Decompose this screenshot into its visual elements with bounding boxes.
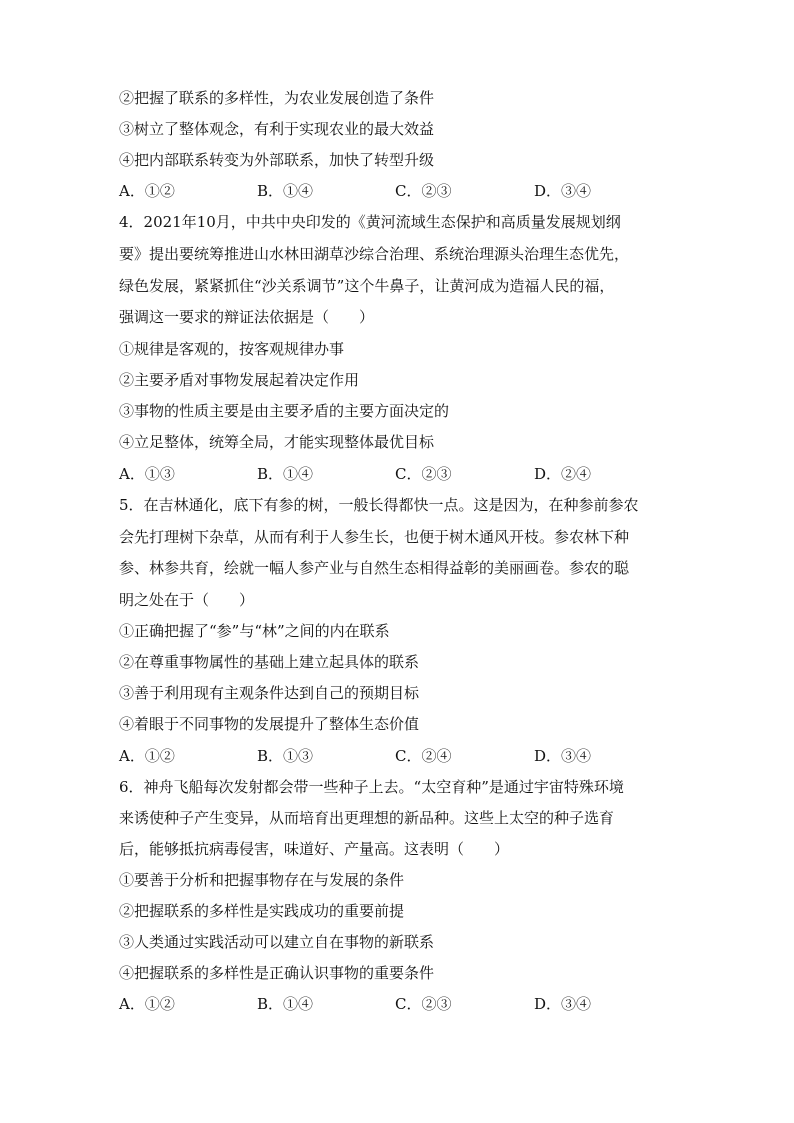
q6-item-3: ③人类通过实践活动可以建立自在事物的新联系 xyxy=(119,933,435,951)
q4-options xyxy=(119,464,719,484)
q5-options xyxy=(119,746,719,766)
q5-item-3: ③善于利用现有主观条件达到自己的预期目标 xyxy=(119,684,420,702)
q6-stem-line-3: 后，能够抵抗病毒侵害，味道好、产量高。这表明（ ） xyxy=(119,840,510,858)
q5-stem-line-1: 5．在吉林通化，底下有参的树，一般长得都快一点。这是因为，在种参前参农 xyxy=(119,496,639,514)
q6-stem-line-2: 来诱使种子产生变异，从而培育出更理想的新品种。这些上太空的种子选育 xyxy=(119,809,615,827)
q4-option-c: C．②③ xyxy=(395,465,452,483)
q4-stem-line-1: 4．2021年10月，中共中央印发的《黄河流域生态保护和高质量发展规划纲 xyxy=(119,213,621,231)
q4-item-2: ②主要矛盾对事物发展起着决定作用 xyxy=(119,371,360,389)
q4-item-1: ①规律是客观的，按客观规律办事 xyxy=(119,340,345,358)
q6-option-a: A．①② xyxy=(119,995,175,1013)
q3-option-a: A．①② xyxy=(119,182,175,200)
q6-stem-line-1: 6．神舟飞船每次发射都会带一些种子上去。“太空育种”是通过宇宙特殊环境 xyxy=(119,778,624,796)
q6-item-1: ①要善于分析和把握事物存在与发展的条件 xyxy=(119,871,405,889)
q6-item-4: ④把握联系的多样性是正确认识事物的重要条件 xyxy=(119,964,435,982)
q4-option-d: D．②④ xyxy=(534,465,592,483)
q5-stem-line-2: 会先打理树下杂草，从而有利于人参生长，也便于树木通风开枝。参农林下种 xyxy=(119,528,630,546)
q5-stem-line-4: 明之处在于（ ） xyxy=(119,591,255,609)
q4-option-a: A．①③ xyxy=(119,465,175,483)
q3-options xyxy=(119,181,719,201)
q5-item-4: ④着眼于不同事物的发展提升了整体生态价值 xyxy=(119,715,420,733)
q3-item-2: ②把握了联系的多样性，为农业发展创造了条件 xyxy=(119,89,435,107)
q3-option-c: C．②③ xyxy=(395,182,452,200)
q6-item-2: ②把握联系的多样性是实践成功的重要前提 xyxy=(119,902,405,920)
q4-option-b: B．①④ xyxy=(257,465,314,483)
q6-option-d: D．③④ xyxy=(534,995,592,1013)
q5-stem-line-3: 参、林参共育，绘就一幅人参产业与自然生态相得益彰的美丽画卷。参农的聪 xyxy=(119,559,630,577)
q4-item-4: ④立足整体，统筹全局，才能实现整体最优目标 xyxy=(119,433,435,451)
q6-option-b: B．①④ xyxy=(257,995,314,1013)
q4-stem-line-2: 要》提出要统筹推进山水林田湖草沙综合治理、系统治理源头治理生态优先， xyxy=(119,245,630,263)
q5-item-1: ①正确把握了“参”与“林”之间的内在联系 xyxy=(119,622,390,640)
q6-option-c: C．②③ xyxy=(395,995,452,1013)
q6-options xyxy=(119,994,719,1014)
q3-option-d: D．③④ xyxy=(534,182,592,200)
q4-stem-line-3: 绿色发展，紧紧抓住“沙关系调节”这个牛鼻子，让黄河成为造福人民的福， xyxy=(119,277,615,295)
q5-option-a: A．①② xyxy=(119,747,175,765)
q5-option-b: B．①③ xyxy=(257,747,314,765)
q5-item-2: ②在尊重事物属性的基础上建立起具体的联系 xyxy=(119,653,420,671)
q5-option-d: D．③④ xyxy=(534,747,592,765)
q3-item-3: ③树立了整体观念，有利于实现农业的最大效益 xyxy=(119,120,435,138)
q4-item-3: ③事物的性质主要是由主要矛盾的主要方面决定的 xyxy=(119,402,450,420)
q5-option-c: C．②④ xyxy=(395,747,452,765)
q4-stem-line-4: 强调这一要求的辩证法依据是（ ） xyxy=(119,308,375,326)
q3-option-b: B．①④ xyxy=(257,182,314,200)
q3-item-4: ④把内部联系转变为外部联系，加快了转型升级 xyxy=(119,151,435,169)
